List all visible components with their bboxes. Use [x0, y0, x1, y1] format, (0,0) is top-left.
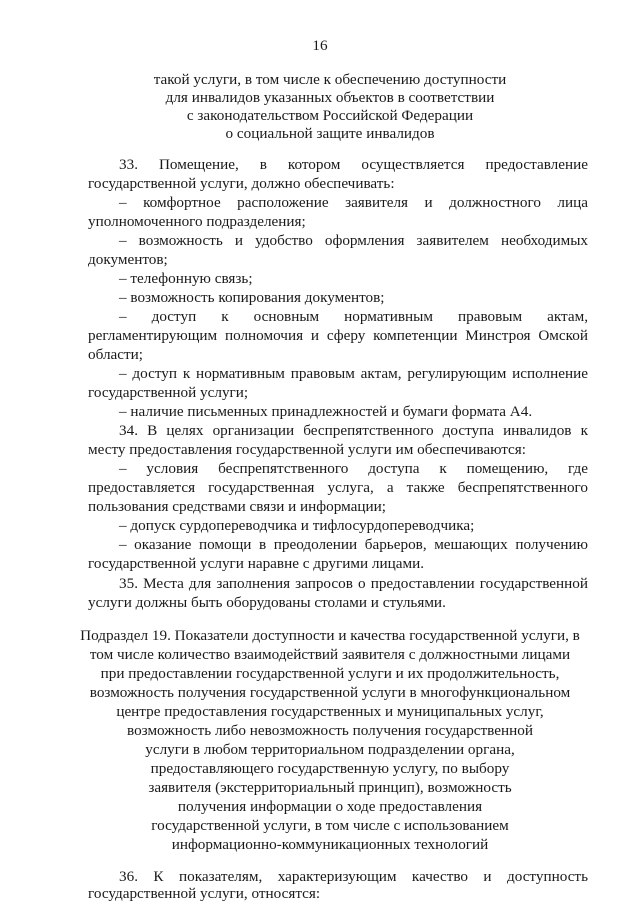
heading-line: государственной услуги, в том числе с использованием	[151, 817, 509, 834]
heading-line: с законодательством Российской Федерации	[186, 107, 474, 124]
text-line: государственной услуги, относятся:	[88, 885, 321, 902]
heading-line: при предоставлении государственной услуги и их продолжительность,	[100, 665, 560, 682]
text-line: 33. Помещение, в котором осуществляется предоставление	[119, 156, 588, 173]
text-line: государственной услуги наравне с другими лицами.	[88, 555, 424, 572]
text-line: документов;	[88, 251, 168, 268]
text-line: – возможность копирования документов;	[119, 289, 385, 306]
text-line: уполномоченного подразделения;	[88, 213, 306, 230]
heading-line: возможность получения государственной услуги в многофункциональном	[89, 684, 571, 701]
text-line: 35. Места для заполнения запросов о предоставлении государственной	[119, 575, 588, 592]
heading-line: для инвалидов указанных объектов в соответствии	[165, 89, 495, 106]
text-line: пользования средствами связи и информации;	[88, 498, 386, 515]
text-line: – оказание помощи в преодолении барьеров, мешающих получению	[119, 536, 588, 553]
text-line: 34. В целях организации беспрепятственного доступа инвалидов к	[119, 422, 588, 439]
text-line: – доступ к нормативным правовым актам, регулирующим исполнение	[119, 365, 588, 382]
text-line: предоставляется государственная услуга, а также беспрепятственного	[88, 479, 588, 496]
heading-line: такой услуги, в том числе к обеспечению доступности	[153, 71, 507, 88]
text-line: – комфортное расположение заявителя и должностного лица	[119, 194, 588, 211]
text-line: области;	[88, 346, 143, 363]
text-line: – наличие письменных принадлежностей и бумаги формата А4.	[119, 403, 533, 420]
text-line: месту предоставления государственной услуги им обеспечиваются:	[88, 441, 526, 458]
text-line: – допуск сурдопереводчика и тифлосурдопереводчика;	[119, 517, 475, 534]
heading-line: о социальной защите инвалидов	[225, 125, 435, 142]
text-line: – доступ к основным нормативным правовым актам,	[119, 308, 588, 325]
heading-line: центре предоставления государственных и муниципальных услуг,	[116, 703, 544, 720]
heading-line: том числе количество взаимодействий заявителя с должностными лицами	[89, 646, 571, 663]
text-line: 36. К показателям, характеризующим качество и доступность	[119, 868, 588, 885]
heading-line: Подраздел 19. Показатели доступности и качества государственной услуги, в	[80, 627, 580, 644]
text-line: государственной услуги, должно обеспечивать:	[88, 175, 395, 192]
heading-line: услуги в любом территориальном подразделении органа,	[145, 741, 515, 758]
text-line: государственной услуги;	[88, 384, 249, 401]
page-number: 16	[312, 37, 328, 54]
heading-line: возможность либо невозможность получения государственной	[127, 722, 533, 739]
text-line: регламентирующим полномочия и сферу компетенции Минстроя Омской	[88, 327, 588, 344]
text-line: услуги должны быть оборудованы столами и стульями.	[88, 594, 446, 611]
text-line: – возможность и удобство оформления заявителем необходимых	[119, 232, 588, 249]
heading-line: предоставляющего государственную услугу, по выбору	[150, 760, 510, 777]
heading-line: информационно-коммуникационных технологий	[171, 836, 489, 853]
heading-line: получения информации о ходе предоставления	[177, 798, 483, 815]
text-line: – условия беспрепятственного доступа к помещению, где	[119, 460, 588, 477]
text-line: – телефонную связь;	[119, 270, 253, 287]
heading-line: заявителя (экстерриториальный принцип), возможность	[148, 779, 512, 796]
